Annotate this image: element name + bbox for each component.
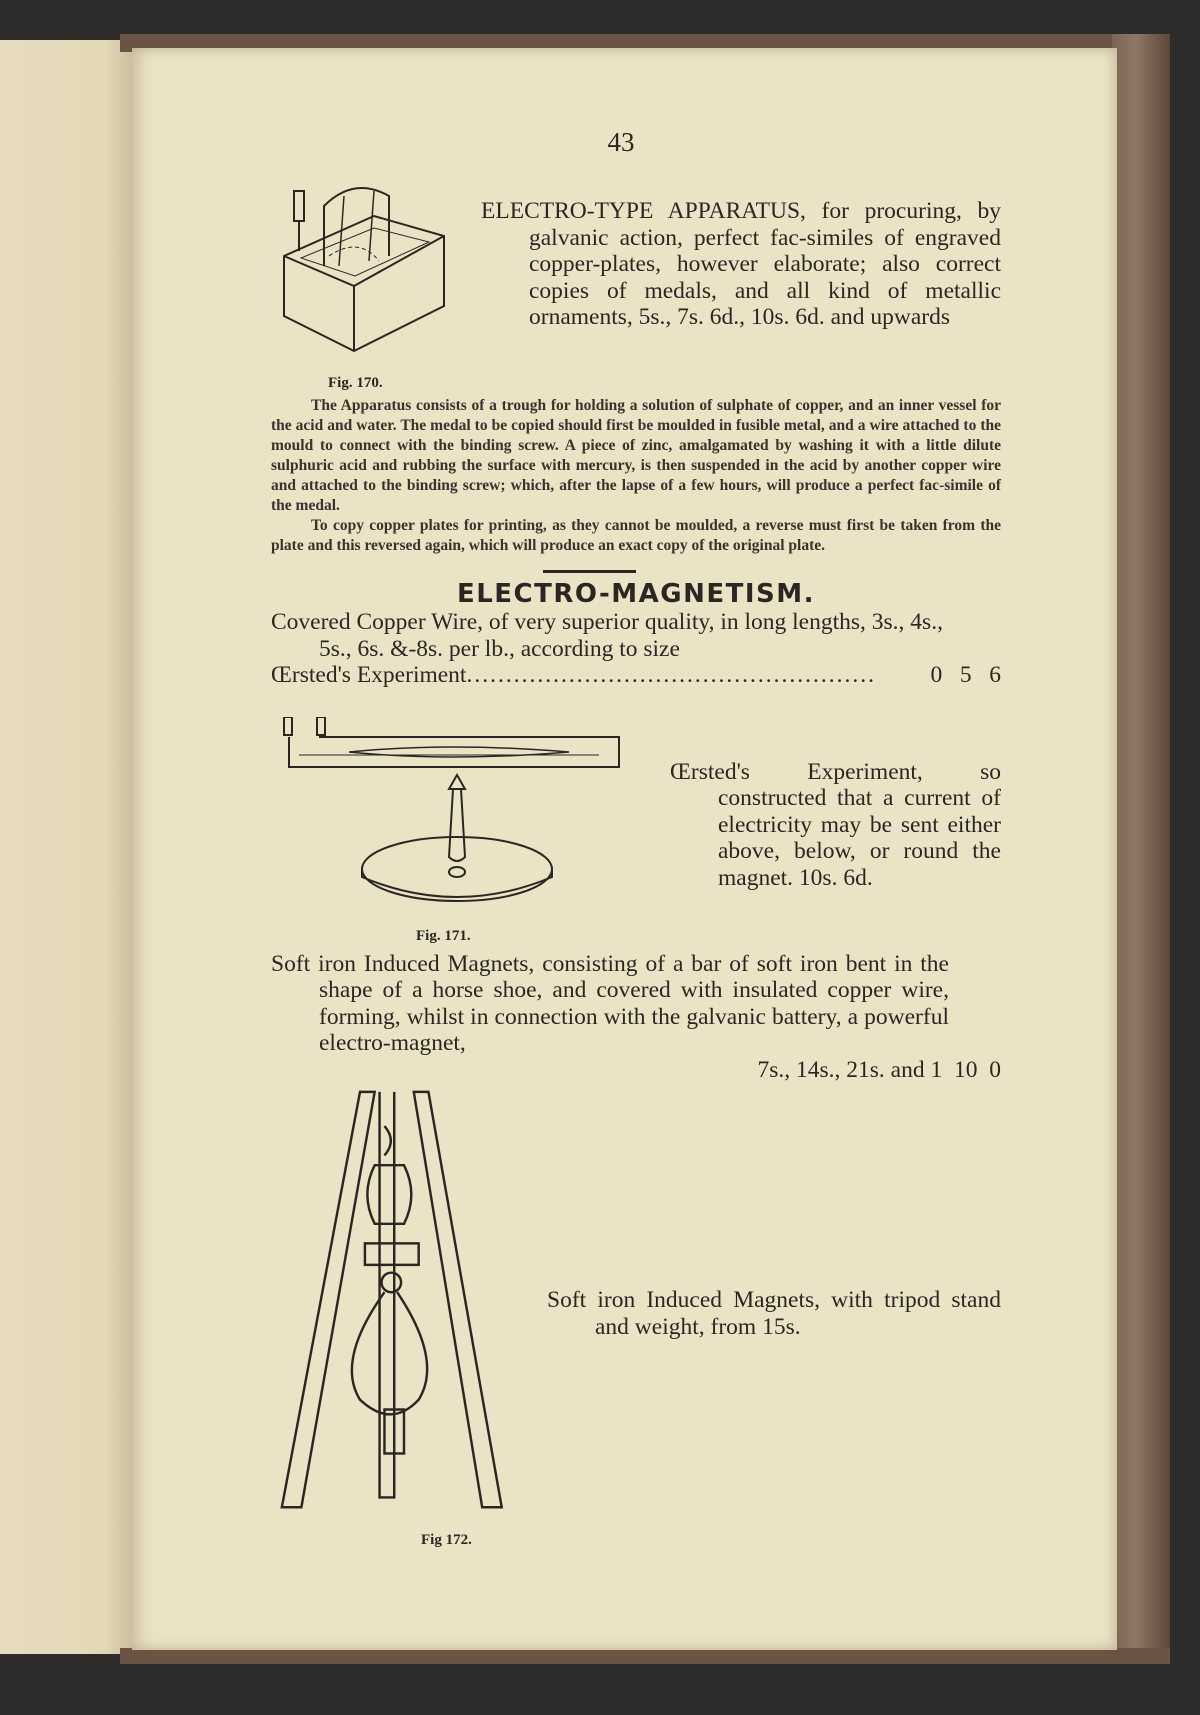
page-content [271,126,1001,1549]
oersted-section [271,717,1001,945]
electrotype-note: To copy copper plates for printing, as they cannot be moulded, a reverse must first be taken from the plate and this reversed again, which will produce an exact copy of the original plate. [271,517,1001,554]
oersted-price-row [271,662,1001,689]
leader-dots: .................................................... [466,662,876,688]
item-label: Œrsted's Experiment [271,662,467,688]
book-cover-edge [120,1648,1170,1664]
figure-caption: Fig 172. [421,1532,472,1548]
electrotype-section [271,198,1001,392]
tripod-section [271,1087,1001,1549]
soft-iron-price: 7s., 14s., 21s. and 1 10 0 [757,1056,1001,1083]
page-number: 43 [607,127,635,157]
figure-caption: Fig. 171. [416,927,471,944]
item-price: 0 5 6 [930,662,1001,688]
left-page [0,40,132,1654]
oersted-experiment-illustration [279,717,629,917]
figure-caption: Fig. 170. [328,375,383,391]
tripod-magnet-description: Soft iron Induced Magnets, with tripod stand and weight, from 15s. [547,1287,1001,1340]
figure-171 [271,717,670,945]
tripod-magnet-illustration [279,1087,529,1517]
book-cover-edge [1112,34,1170,1664]
divider [543,570,636,573]
soft-iron-magnets-item: Soft iron Induced Magnets, consisting of a bar of soft iron bent in the shape of a horse shoe, and covered with insulated copper wire, forming, whilst in connection with the galvanic battery, a powerful electro-magnet, [271,950,949,1056]
copper-wire-item: Covered Copper Wire, of very superior quality, in long lengths, 3s., 4s., 5s., 6s. &-8s. per lb., according to size [271,609,943,662]
figure-172 [271,1087,547,1549]
figure-170 [271,198,481,392]
oersted-description: Œrsted's Experiment, so constructed that a current of electricity may be sent either above, below, or round the magnet. 10s. 6d. [670,758,1001,891]
section-heading: ELECTRO-MAGNETISM. [456,579,816,609]
electrotype-title: ELECTRO-TYPE APPARATUS, for procuring, by galvanic action, perfect fac-similes of engraved copper-plates, however elaborate; also correct copies of medals, and all kind of metallic ornaments, 5s., 7s. 6d., 10s. 6d. and upwards [481,198,1001,330]
electrotype-apparatus-illustration [279,176,469,366]
electrotype-description: The Apparatus consists of a trough for holding a solution of sulphate of copper, and an inner vessel for the acid and water. The medal to be copied should first be moulded in fusible metal, and a wire attached to the mould to connect with the binding screw. A piece of zinc, amalgamated by washing it with a little dilute sulphuric acid and rubbing the surface with mercury, is then suspended in the acid by another copper wire and attached to the binding screw; which, after the lapse of a few hours, will produce a perfect fac-simile of the medal. [271,397,1001,514]
